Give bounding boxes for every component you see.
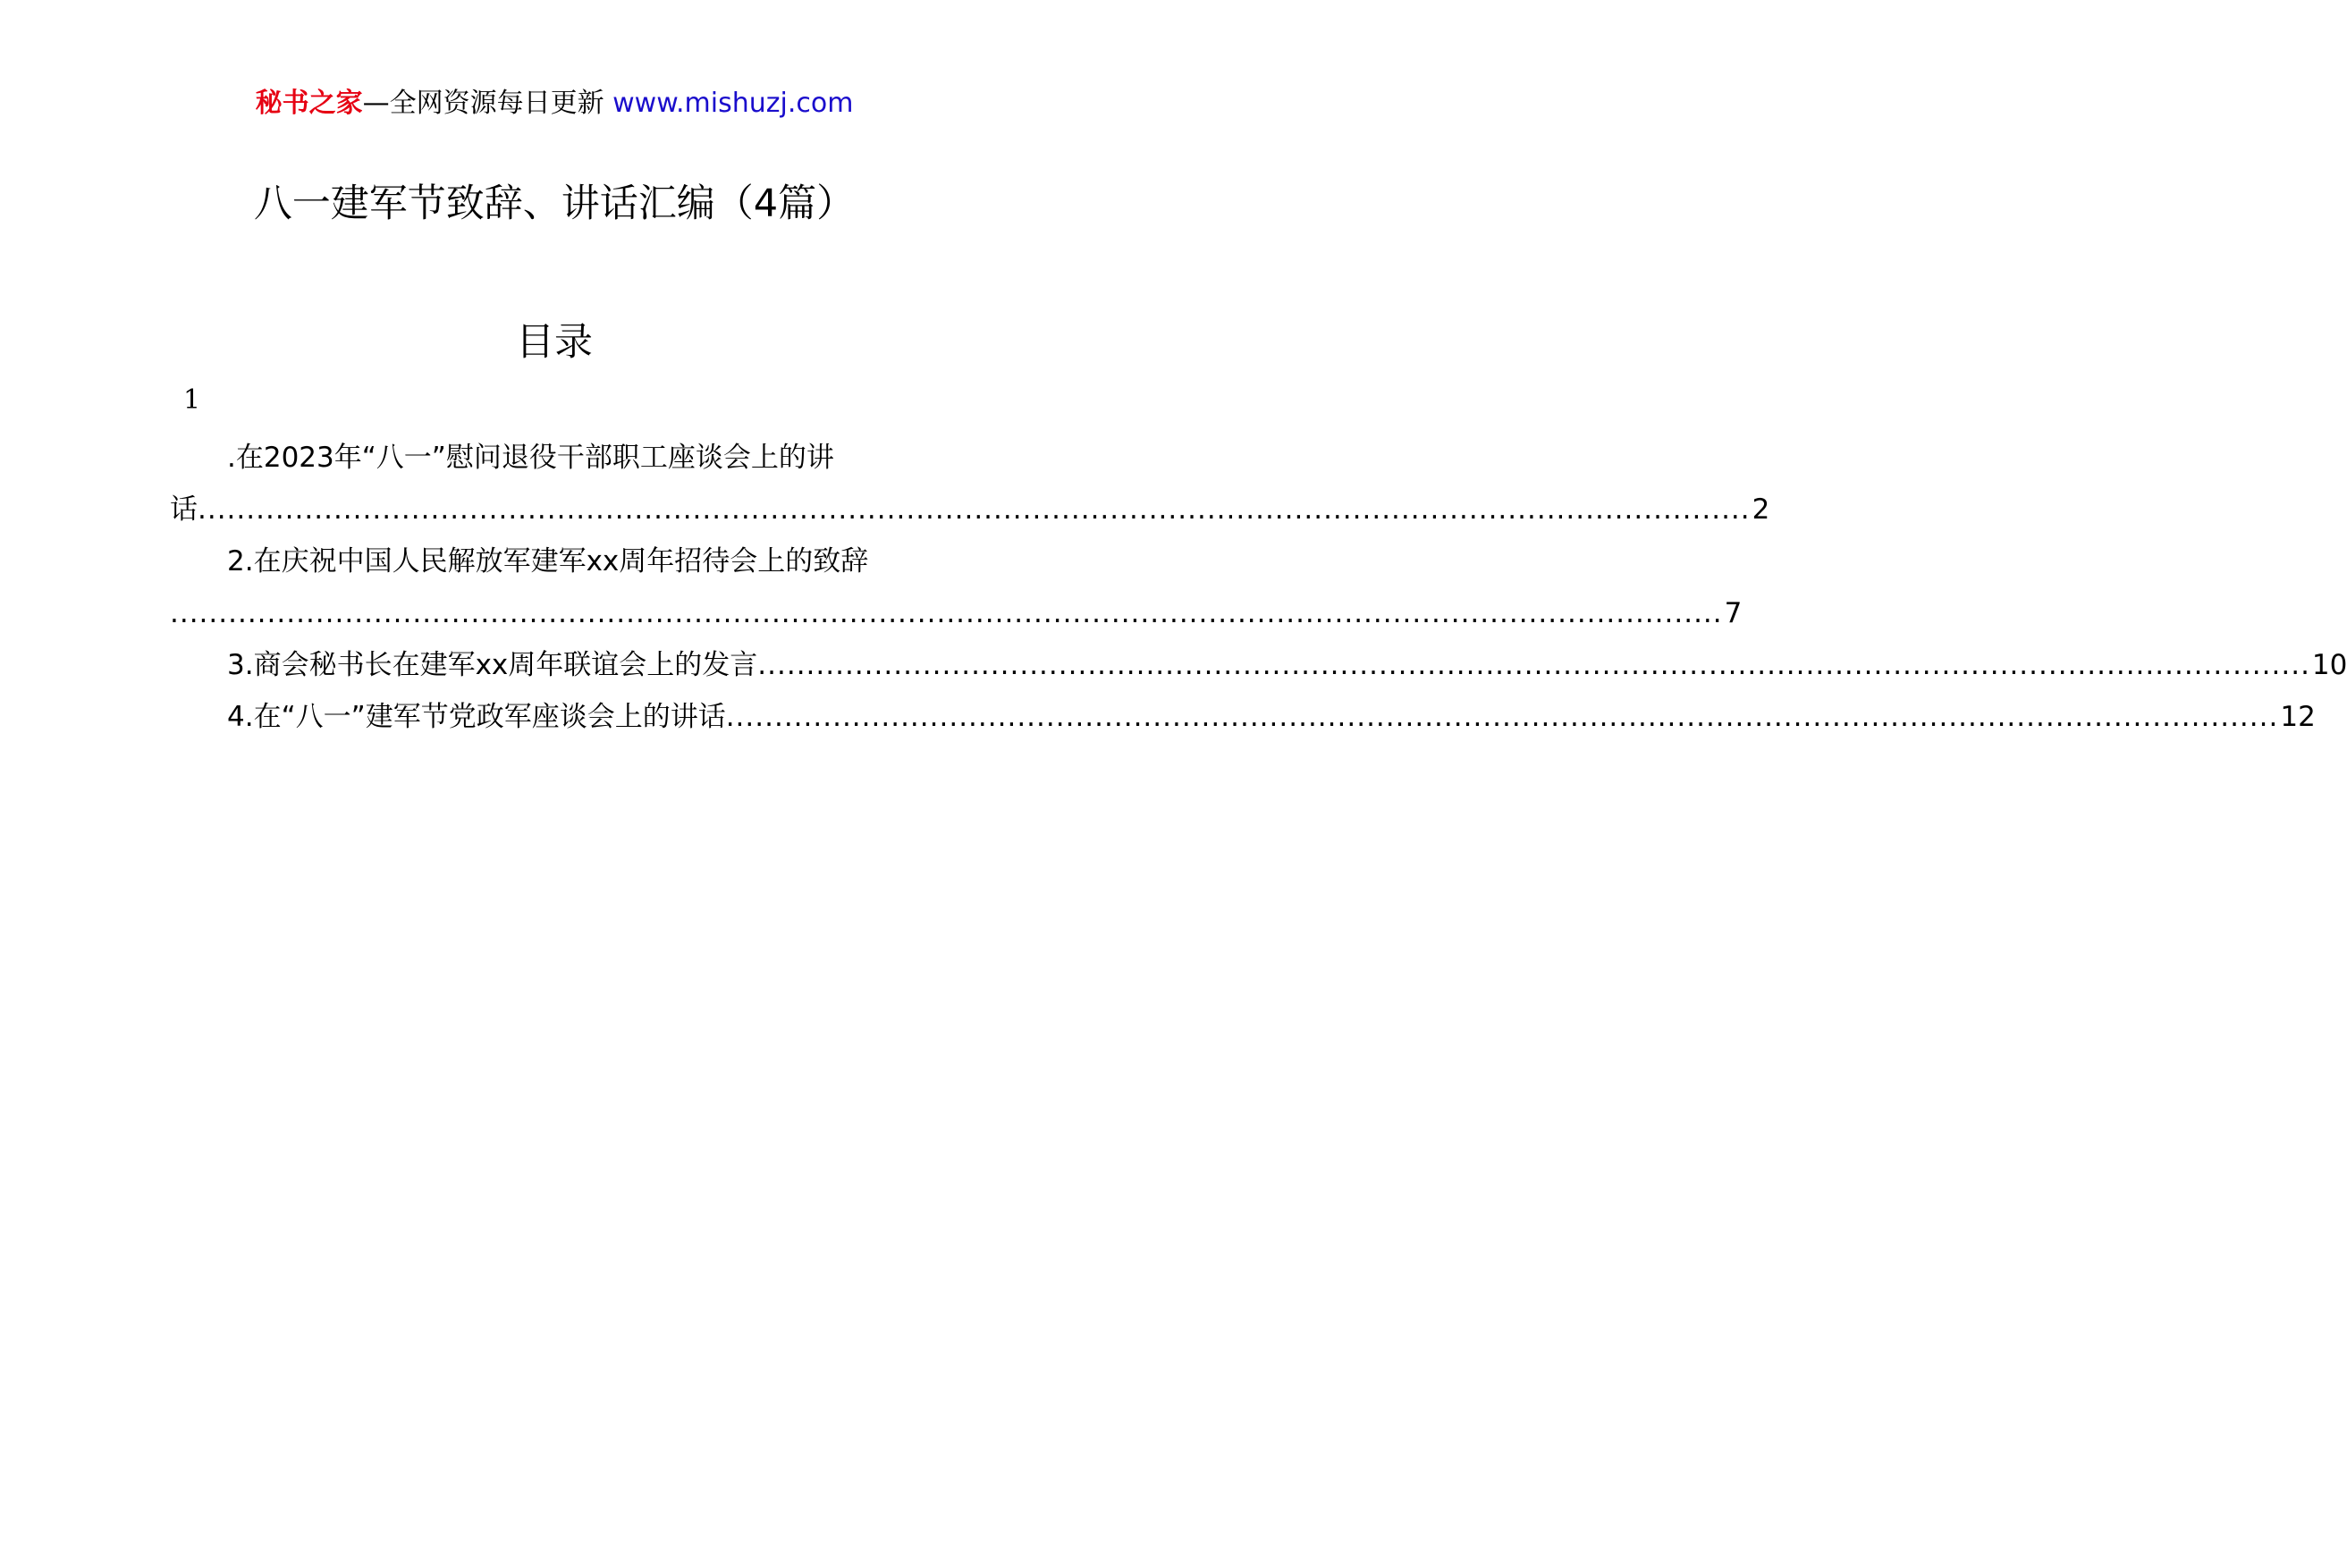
header-tagline: —全网资源每日更新 [362,88,604,119]
toc-entry-4[interactable] [227,697,2316,737]
toc-entry-1-page: 2 [1752,493,1770,526]
toc-heading: 目录 [516,320,593,365]
toc-entry-1-line1[interactable] [227,438,834,477]
toc-entry-4-text: 4.在“八一”建军节党政军座谈会上的讲话 [227,701,726,733]
toc-entry-2-text: 2.在庆祝中国人民解放军建军xx周年招待会上的致辞 [227,545,869,577]
toc-entry-1-text-cont: 话 [170,493,198,526]
toc-entry-1-line2[interactable] [170,490,1770,529]
site-url-link[interactable]: www.mishuzj.com [612,88,854,119]
toc-entry-1-text: .在2023年“八一”慰问退役干部职工座谈会上的讲 [227,442,834,474]
toc-entry-2-page: 7 [1724,597,1743,629]
brand-name: 秘书之家 [255,88,363,119]
site-header [0,86,1109,122]
toc-entry-3-page: 10 [2311,649,2347,681]
toc-entry-3[interactable] [227,645,2347,685]
list-number: 1 [183,384,201,416]
toc-leader-dots: ................................................................................................................................................................ [725,701,2279,733]
toc-entry-2-line2[interactable] [170,594,1743,633]
document-title: 八一建军节致辞、讲话汇编（4篇） [253,181,856,226]
toc-leader-dots: ................................................................................................................................................................ [757,649,2310,681]
toc-leader-dots: ................................................................................................................................................................ [198,493,1751,526]
toc-leader-dots: ................................................................................................................................................................ [170,597,1723,629]
toc-entry-4-page: 12 [2280,701,2316,733]
toc-entry-2-line1[interactable] [227,542,868,581]
toc-entry-3-text: 3.商会秘书长在建军xx周年联谊会上的发言 [227,649,758,681]
